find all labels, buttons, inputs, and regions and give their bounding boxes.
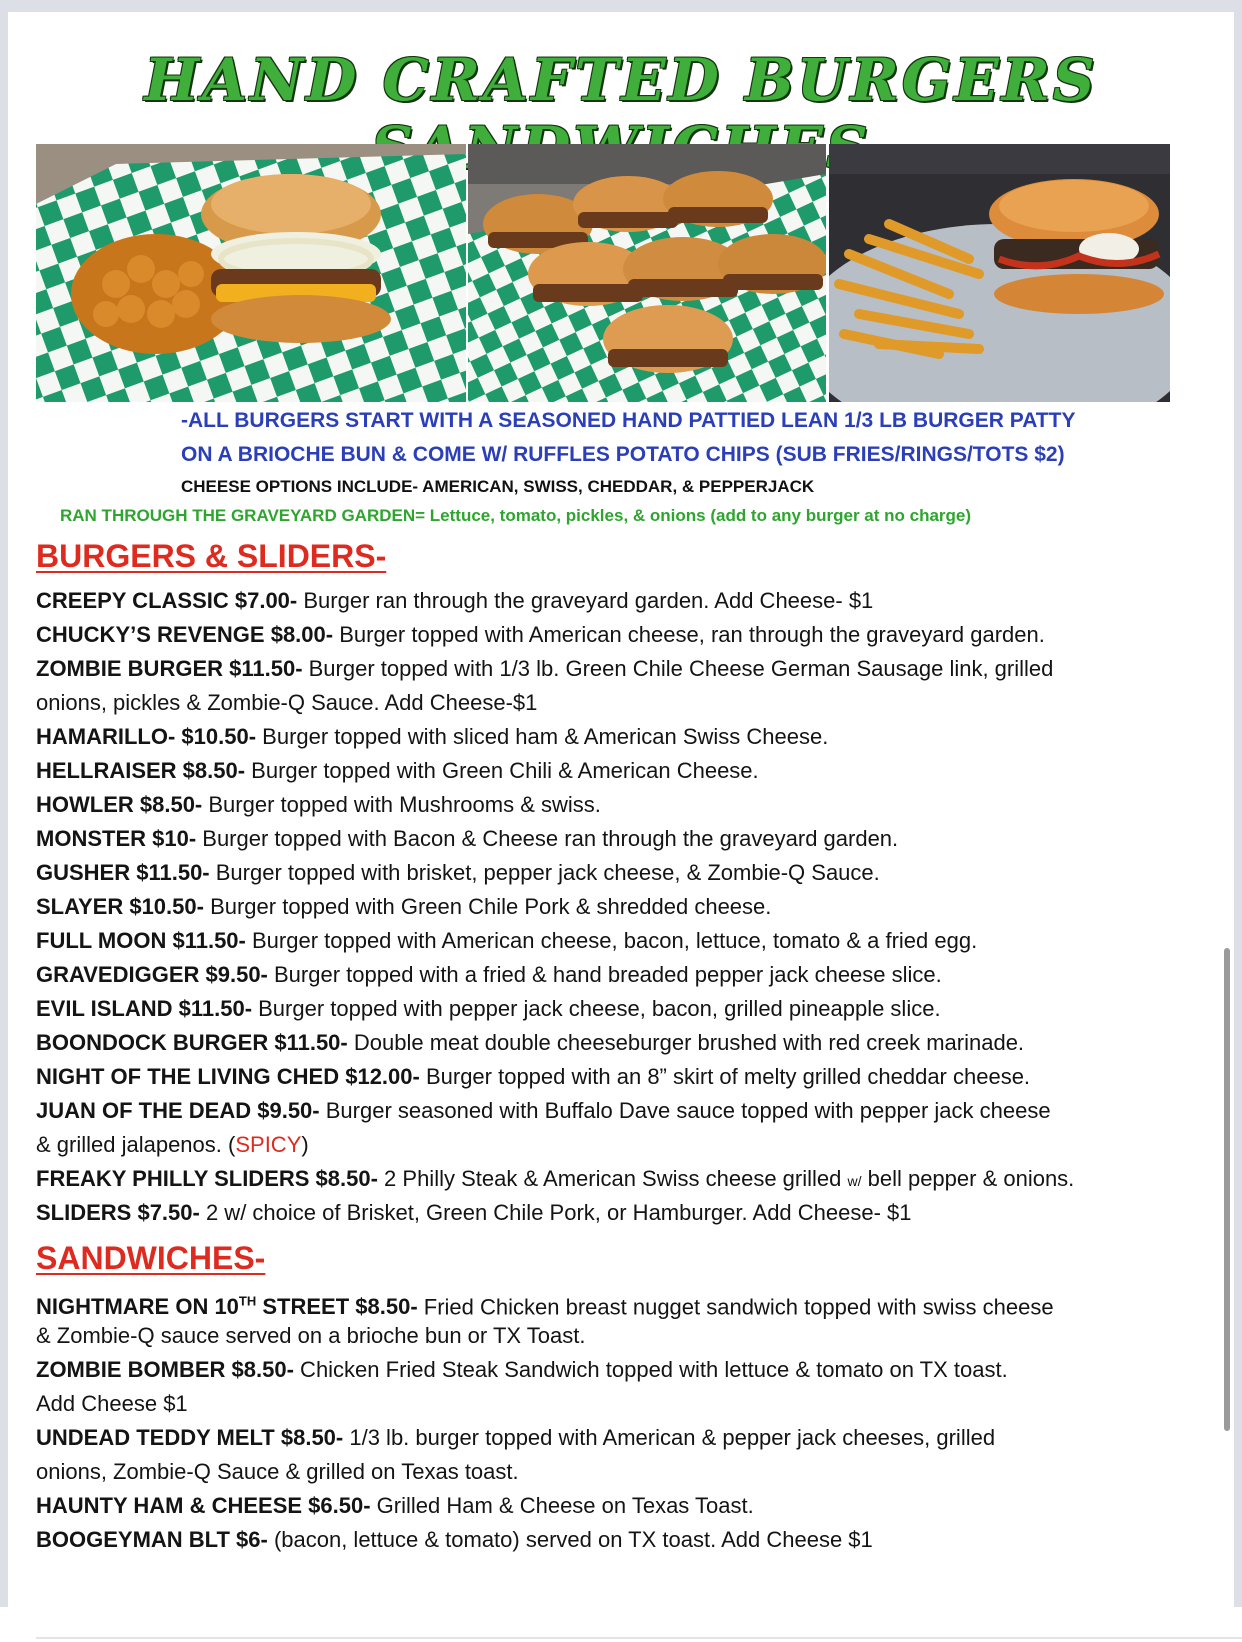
menu-item-continuation: onions, Zombie-Q Sauce & grilled on Texas toast. <box>36 1459 519 1484</box>
item-desc: Double meat double cheeseburger brushed with red creek marinade. <box>347 1030 1025 1055</box>
item-name: MONSTER $10- <box>36 826 197 851</box>
item-desc: Burger topped with a fried & hand breaded pepper jack cheese slice. <box>267 962 942 987</box>
left-edge <box>0 12 8 1607</box>
menu-item <box>36 724 828 750</box>
item-name: GRAVEDIGGER $9.50- <box>36 962 268 987</box>
item-name: HAMARILLO- $10.50- <box>36 724 257 749</box>
item-desc: Burger topped with pepper jack cheese, bacon, grilled pineapple slice. <box>252 996 941 1021</box>
info-line-bun: ON A BRIOCHE BUN & COME W/ RUFFLES POTATO CHIPS (SUB FRIES/RINGS/TOTS $2) <box>181 443 1065 466</box>
item-desc-small: w/ <box>847 1173 862 1189</box>
menu-item <box>36 758 759 784</box>
item-desc: (bacon, lettuce & tomato) served on TX toast. Add Cheese $1 <box>267 1527 873 1552</box>
item-name: UNDEAD TEDDY MELT $8.50- <box>36 1425 344 1450</box>
menu-item <box>36 1527 873 1553</box>
item-desc: Burger seasoned with Buffalo Dave sauce topped with pepper jack cheese <box>319 1098 1051 1123</box>
bottom-divider <box>36 1637 1242 1639</box>
item-desc-end: bell pepper & onions. <box>861 1166 1075 1191</box>
menu-item <box>36 1357 1008 1383</box>
right-edge <box>1234 12 1242 1607</box>
item-name: GUSHER $11.50- <box>36 860 210 885</box>
menu-item <box>36 1166 1074 1194</box>
item-desc: Burger topped with American cheese, ran through the graveyard garden. <box>333 622 1045 647</box>
item-desc: 2 w/ choice of Brisket, Green Chile Pork, or Hamburger. Add Cheese- $1 <box>199 1200 912 1225</box>
item-name-sup: TH <box>238 1294 257 1309</box>
sandwiches-section-heading: SANDWICHES- <box>36 1240 266 1276</box>
menu-item <box>36 792 601 818</box>
item-name: EVIL ISLAND $11.50- <box>36 996 253 1021</box>
item-desc: Chicken Fried Steak Sandwich topped with lettuce & tomato on TX toast. <box>293 1357 1008 1382</box>
item-desc: Burger topped with 1/3 lb. Green Chile Cheese German Sausage link, grilled <box>302 656 1054 681</box>
item-name-end: STREET $8.50- <box>256 1294 418 1320</box>
item-name: HOWLER $8.50- <box>36 792 203 817</box>
item-name <box>36 1294 418 1319</box>
menu-item <box>36 1493 754 1519</box>
menu-item-continuation: Add Cheese $1 <box>36 1391 188 1416</box>
scrollbar-thumb[interactable] <box>1224 948 1230 1431</box>
item-cont-end: ) <box>301 1132 309 1157</box>
menu-item <box>36 1425 995 1451</box>
menu-item <box>36 1064 1030 1090</box>
info-line-cheese: CHEESE OPTIONS INCLUDE- AMERICAN, SWISS, CHEDDAR, & PEPPERJACK <box>181 477 815 496</box>
menu-item <box>36 588 873 614</box>
menu-item <box>36 622 1045 648</box>
menu-item-continuation: onions, pickles & Zombie-Q Sauce. Add Cheese-$1 <box>36 690 538 715</box>
item-name: HAUNTY HAM & CHEESE $6.50- <box>36 1493 371 1518</box>
item-desc: 1/3 lb. burger topped with American & pepper jack cheeses, grilled <box>343 1425 996 1450</box>
item-cont: & grilled jalapenos. ( <box>36 1132 236 1157</box>
menu-item <box>36 860 880 886</box>
top-bar <box>0 0 1242 12</box>
menu-item <box>36 1289 1054 1320</box>
item-name: CHUCKY’S REVENGE $8.00- <box>36 622 334 647</box>
photo-strip <box>36 144 1170 402</box>
item-name: ZOMBIE BURGER $11.50- <box>36 656 303 681</box>
item-name: CREEPY CLASSIC $7.00- <box>36 588 298 613</box>
info-line-garden: RAN THROUGH THE GRAVEYARD GARDEN= Lettuce, tomato, pickles, & onions (add to any burger at no charge) <box>60 506 972 525</box>
burger-basket-with-tots-photo <box>36 144 466 402</box>
menu-item <box>36 894 771 920</box>
item-name: JUAN OF THE DEAD $9.50- <box>36 1098 320 1123</box>
item-desc: Burger ran through the graveyard garden. Add Cheese- $1 <box>297 588 874 613</box>
menu-item-continuation <box>36 1132 309 1158</box>
menu-item-continuation: & Zombie-Q sauce served on a brioche bun or TX Toast. <box>36 1323 586 1348</box>
item-desc: Fried Chicken breast nugget sandwich topped with swiss cheese <box>417 1294 1054 1320</box>
item-desc: Burger topped with an 8” skirt of melty grilled cheddar cheese. <box>419 1064 1031 1089</box>
item-desc: Burger topped with American cheese, bacon, lettuce, tomato & a fried egg. <box>245 928 978 953</box>
item-name: BOOGEYMAN BLT $6- <box>36 1527 268 1552</box>
page-title: HAND CRAFTED BURGERS <box>144 46 1098 114</box>
item-desc: Burger topped with Green Chile Pork & shredded cheese. <box>203 894 772 919</box>
item-name: NIGHT OF THE LIVING CHED $12.00- <box>36 1064 420 1089</box>
item-name: FREAKY PHILLY SLIDERS $8.50- <box>36 1166 378 1191</box>
menu-item <box>36 826 898 852</box>
sliders-platter-photo <box>468 144 826 402</box>
item-desc: Burger topped with brisket, pepper jack cheese, & Zombie-Q Sauce. <box>209 860 880 885</box>
item-name: HELLRAISER $8.50- <box>36 758 246 783</box>
item-desc: Burger topped with Mushrooms & swiss. <box>202 792 601 817</box>
item-desc: Burger topped with sliced ham & American Swiss Cheese. <box>256 724 829 749</box>
burger-with-fries-photo <box>829 144 1170 402</box>
menu-item <box>36 656 1053 682</box>
item-name: SLAYER $10.50- <box>36 894 204 919</box>
menu-item <box>36 928 977 954</box>
menu-item <box>36 1030 1024 1056</box>
menu-item <box>36 1200 912 1226</box>
item-name: SLIDERS $7.50- <box>36 1200 200 1225</box>
info-line-patty: -ALL BURGERS START WITH A SEASONED HAND PATTIED LEAN 1/3 LB BURGER PATTY <box>181 409 1076 432</box>
spicy-tag: SPICY <box>235 1132 302 1157</box>
item-name: FULL MOON $11.50- <box>36 928 246 953</box>
menu-item <box>36 996 941 1022</box>
item-desc: 2 Philly Steak & American Swiss cheese grilled <box>377 1166 848 1191</box>
menu-item <box>36 1098 1051 1124</box>
item-name: BOONDOCK BURGER $11.50- <box>36 1030 348 1055</box>
item-desc: Grilled Ham & Cheese on Texas Toast. <box>370 1493 754 1518</box>
item-desc: Burger topped with Bacon & Cheese ran through the graveyard garden. <box>196 826 899 851</box>
item-desc: Burger topped with Green Chili & American Cheese. <box>245 758 759 783</box>
item-name-part: NIGHTMARE ON 10 <box>36 1294 239 1320</box>
menu-item <box>36 962 942 988</box>
burgers-section-heading: BURGERS & SLIDERS- <box>36 538 387 574</box>
item-name: ZOMBIE BOMBER $8.50- <box>36 1357 294 1382</box>
